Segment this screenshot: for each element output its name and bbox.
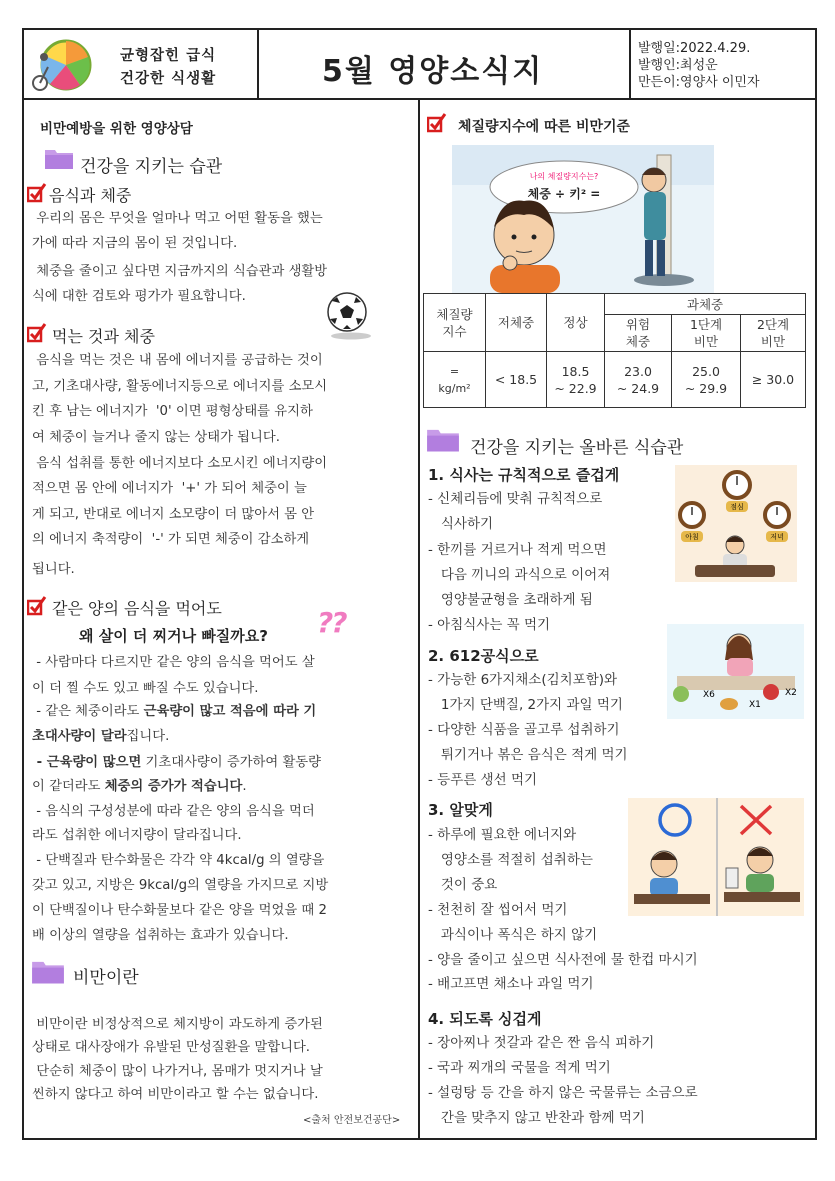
habit-1-item: - 한끼를 거르거나 적게 먹으면 <box>428 542 607 558</box>
subtitle-same-food: 같은 양의 음식을 먹어도 <box>52 599 222 618</box>
habit-3-item: 것이 중요 <box>428 877 498 893</box>
header-sep-right <box>629 30 631 98</box>
balanced-meal-illustration <box>667 624 804 719</box>
s2-line-5: 음식 섭취를 통한 에너지보다 소모시킨 에너지량이 <box>32 456 328 471</box>
food-plate-logo-icon <box>30 37 96 93</box>
td-obesity-1: 25.0 ~ 29.9 <box>672 352 741 408</box>
s3-line-8: 라도 섭취한 에너지량이 달라집니다. <box>32 828 242 843</box>
folder-icon <box>426 425 460 453</box>
meal-clocks-illustration <box>675 465 797 582</box>
s3-line-3-bold: 근육량이 많고 적음에 따라 기 <box>143 704 317 719</box>
habit-2-item: - 가능한 6가지채소(김치포함)와 <box>428 672 618 688</box>
habit-4-item: 간을 맞추지 않고 반찬과 함께 먹기 <box>428 1110 645 1126</box>
s3-line-5 <box>32 750 321 775</box>
habit-2-item: 1가지 단백질, 2가지 과일 먹기 <box>428 697 623 713</box>
checkbox-check-icon <box>27 183 47 203</box>
td-normal: 18.5 ~ 22.9 <box>547 352 605 408</box>
clock-label-lunch: 점심 <box>730 503 744 511</box>
checkbox-check-icon <box>27 323 47 343</box>
s2-line-9: 됩니다. <box>32 562 75 577</box>
th-index: 체질량 지수 <box>424 294 486 352</box>
s2-line-3: 킨 후 남는 에너지가 '0' 이면 평형상태를 유지하 <box>32 404 313 419</box>
bubble-line-1: 나의 체질량지수는? <box>529 172 599 181</box>
header-slogan-line2: 건강한 식생활 <box>120 71 217 87</box>
th-risk: 위험 체중 <box>605 315 672 352</box>
s3-line-11: 이 단백질이나 탄수화물보다 같은 양을 먹었을 때 2 <box>32 903 327 918</box>
th-obesity-1: 1단계 비만 <box>672 315 741 352</box>
section-title-eating-habits: 건강을 지키는 올바른 식습관 <box>470 438 684 458</box>
habit-4-title: 4. 되도록 싱겁게 <box>428 1010 542 1028</box>
s4-line-1: 비만이란 비정상적으로 체지방이 과도하게 증가된 <box>32 1017 323 1032</box>
s3-line-1: - 사람마다 다르지만 같은 양의 음식을 먹어도 살 <box>32 655 315 670</box>
habit-2-item: - 등푸른 생선 먹기 <box>428 772 538 788</box>
food-label-protein: X1 <box>749 700 761 710</box>
checkbox-check-icon <box>27 596 47 616</box>
s3-line-6-bold: 체중의 증가가 적습니다 <box>104 779 243 794</box>
th-underweight: 저체중 <box>486 294 547 352</box>
source-note: <출처 안전보건공단> <box>303 1115 401 1126</box>
folder-icon <box>44 146 74 170</box>
subtitle-food-weight: 음식과 체중 <box>49 186 132 205</box>
header-slogan-line1: 균형잡힌 급식 <box>120 48 217 64</box>
clock-label-breakfast: 아침 <box>685 533 699 541</box>
question-marks-icon: ?? <box>317 606 346 639</box>
left-heading: 비만예방을 위한 영양상담 <box>40 121 193 137</box>
s3-line-3 <box>32 699 316 724</box>
s1-line-2: 가에 따라 지금의 몸이 된 것입니다. <box>32 236 238 251</box>
page-title: 5월 영양소식지 <box>322 54 544 89</box>
checkbox-check-icon <box>427 113 447 133</box>
section-title-habits: 건강을 지키는 습관 <box>80 157 223 177</box>
s2-line-8: 의 에너지 축적량이 '-' 가 되면 체중이 감소하게 <box>32 532 310 547</box>
good-bad-eating-illustration <box>628 798 804 916</box>
habit-1-item: - 신체리듬에 맞춰 규칙적으로 <box>428 491 603 507</box>
habit-3-item: - 하루에 필요한 에너지와 <box>428 827 577 843</box>
section-title-obesity: 비만이란 <box>73 968 139 988</box>
habit-1-item: 식사하기 <box>428 516 494 532</box>
s4-line-3: 단순히 체중이 많이 나가거나, 몸매가 멋지거나 날 <box>32 1064 323 1079</box>
s3-line-7: - 음식의 구성성분에 따라 같은 양의 음식을 먹더 <box>32 804 315 819</box>
s4-line-2: 상태로 대사장애가 유발된 만성질환을 말합니다. <box>32 1040 311 1055</box>
habit-3-item: 영양소를 적절히 섭취하는 <box>428 852 593 868</box>
habit-2-title: 2. 612공식으로 <box>428 647 539 665</box>
s2-line-7: 게 되고, 반대로 에너지 소모량이 더 많아서 몸 안 <box>32 507 315 522</box>
s3-line-12: 배 이상의 열량을 섭취하는 효과가 있습니다. <box>32 928 289 943</box>
th-overweight: 과체중 <box>605 294 806 315</box>
publisher: 발행인:최성운 <box>638 58 718 73</box>
s3-line-5-text: 기초대사량이 증가하여 활동량 <box>141 755 321 770</box>
folder-icon <box>31 957 65 985</box>
habit-4-item: - 설렁탕 등 간을 하지 않은 국물류는 소금으로 <box>428 1085 698 1101</box>
habit-2-item: 튀기거나 볶은 음식은 적게 먹기 <box>428 747 628 763</box>
clock-label-dinner: 저녁 <box>770 533 784 541</box>
s3-line-3-text: - 같은 체중이라도 <box>32 704 144 719</box>
td-underweight: < 18.5 <box>486 352 547 408</box>
subtitle-why: 왜 살이 더 찌거나 빠질까요? <box>79 627 268 645</box>
habit-4-item: - 국과 찌개의 국물을 적게 먹기 <box>428 1060 611 1076</box>
s3-line-2: 이 더 찔 수도 있고 빠질 수도 있습니다. <box>32 681 259 696</box>
habit-3-item: - 배고프면 채소나 과일 먹기 <box>428 976 594 992</box>
s1-line-3: 체중을 줄이고 싶다면 지금까지의 식습관과 생활방 <box>32 264 328 279</box>
s3-line-4-bold: 초대사량이 달라 <box>32 729 127 744</box>
th-obesity-2: 2단계 비만 <box>741 315 806 352</box>
bmi-illustration <box>452 145 714 293</box>
th-normal: 정상 <box>547 294 605 352</box>
s3-line-10: 갖고 있고, 지방은 9kcal/g의 열량을 가지므로 지방 <box>32 878 329 893</box>
td-unit: = kg/m² <box>424 352 486 408</box>
bmi-table <box>423 293 806 408</box>
subtitle-eating-weight: 먹는 것과 체중 <box>52 327 155 346</box>
s1-line-1: 우리의 몸은 무엇을 얼마나 먹고 어떤 활동을 했는 <box>32 211 323 226</box>
habit-1-item: 다음 끼니의 과식으로 이어져 <box>428 567 611 583</box>
s3-line-9: - 단백질과 탄수화물은 각각 약 4kcal/g 의 열량을 <box>32 853 325 868</box>
habit-1-item: 영양불균형을 초래하게 됨 <box>428 592 593 608</box>
habit-3-title: 3. 알맞게 <box>428 801 493 819</box>
habit-3-item: - 천천히 잘 씹어서 먹기 <box>428 902 568 918</box>
habit-2-item: - 다양한 식품을 골고루 섭취하기 <box>428 722 620 738</box>
s1-line-4: 식에 대한 검토와 평가가 필요합니다. <box>32 289 246 304</box>
habit-3-item: - 양을 줄이고 싶으면 식사전에 물 한컵 마시기 <box>428 952 698 968</box>
habit-1-title: 1. 식사는 규칙적으로 즐겁게 <box>428 466 620 484</box>
s3-line-6-text: 이 같더라도 <box>32 779 105 794</box>
s3-line-6-end: . <box>242 779 247 794</box>
author: 만든이:영양사 이민자 <box>638 75 760 90</box>
td-risk: 23.0 ~ 24.9 <box>605 352 672 408</box>
s2-line-1: 음식을 먹는 것은 내 몸에 에너지를 공급하는 것이 <box>32 353 323 368</box>
s3-line-4-text: 집니다. <box>126 729 170 744</box>
s3-line-5-bold: - 근육량이 많으면 <box>32 755 142 770</box>
s3-line-6 <box>32 774 247 799</box>
s4-line-4: 씬하지 않다고 하여 비만이라고 할 수는 없습니다. <box>32 1087 319 1102</box>
header-sep-left <box>257 30 259 98</box>
column-divider <box>418 100 420 1140</box>
s2-line-2: 고, 기초대사량, 활동에너지등으로 에너지를 소모시 <box>32 379 328 394</box>
habit-1-item: - 아침식사는 꼭 먹기 <box>428 617 551 633</box>
bmi-title: 체질량지수에 따른 비만기준 <box>458 119 631 135</box>
soccer-ball-icon <box>323 291 379 341</box>
food-label-vegetables: X6 <box>703 690 715 700</box>
s2-line-4: 여 체중이 늘거나 줄지 않는 상태가 됩니다. <box>32 430 280 445</box>
td-obesity-2: ≥ 30.0 <box>741 352 806 408</box>
food-label-fruit: X2 <box>785 688 797 698</box>
habit-4-item: - 장아찌나 젓갈과 같은 짠 음식 피하기 <box>428 1035 655 1051</box>
habit-3-item: 과식이나 폭식은 하지 않기 <box>428 927 598 943</box>
bubble-line-2: 체중 ÷ 키² = <box>527 187 601 201</box>
issue-date: 발행일:2022.4.29. <box>638 41 751 56</box>
s2-line-6: 적으면 몸 안에 에너지가 '+' 가 되어 체중이 늘 <box>32 481 307 496</box>
s3-line-4 <box>32 724 169 749</box>
